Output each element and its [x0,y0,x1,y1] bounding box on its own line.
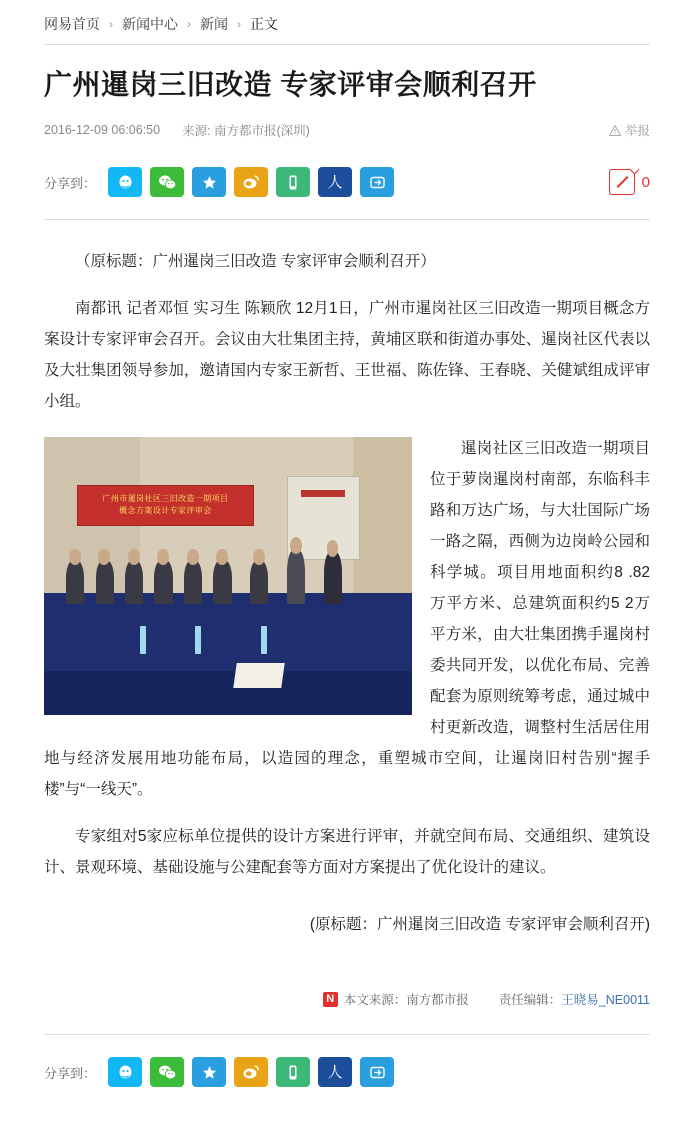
report-button[interactable] [609,121,650,139]
warning-triangle-icon [609,125,621,136]
qq-share-icon[interactable] [108,167,142,197]
netease-logo-icon: N [323,992,338,1007]
article-closing-title: (原标题：广州暹岗三旧改造 专家评审会顺利召开) [309,916,650,934]
original-title: （原标题：广州暹岗三旧改造 专家评审会顺利召开） [75,253,436,271]
qzone-share-icon[interactable] [192,167,226,197]
share-icon-list-bottom [108,1057,394,1087]
footer-editor-name: 王晓易_NE0011 [561,993,650,1008]
comment-entry[interactable] [609,169,650,195]
footer-source-text: 本文来源：南方都市报 [343,993,469,1008]
weibo-share-icon[interactable] [234,1057,268,1087]
share-label: 分享到： [44,175,97,191]
article-paragraph-2: 暹岗社区三旧改造一期项目位于萝岗暹岗村南部，东临科丰路和万达广场，与大壮国际广场一路之隔，西侧为边岗岭公园和科学城。项目用地面积约8 .82万平方米、总建筑面积约5 2万平方米，由大壮集团携手暹岗村委共同开发，以优化布局、完善配套为原则统筹考虑，通过城中村更新改造，调整村生活居住用地与经济发展用地功能布局，以造园的理念，重塑城市空间，让暹岗旧村告别“握手楼”与“一线天”。 [44,440,650,799]
article-paragraph-3: 专家组对5家应标单位提供的设计方案进行评审，并就空间布局、交通组织、建筑设计、景观环境、基础设施与公建配套等方面对方案提出了优化设计的建议。 [44,828,650,877]
share-bar-top [44,165,650,199]
breadcrumb-item-news[interactable]: 新闻 [200,16,228,32]
wechat-share-icon[interactable] [150,167,184,197]
footer-editor [499,990,650,1008]
article-figure [44,437,412,715]
article-paragraph-1: 南都讯 记者邓恒 实习生 陈颖欣 12月1日，广州市暹岗社区三旧改造一期项目概念方案设计专家评审会召开。会议由大壮集团主持，黄埔区联和街道办事处、暹岗社区代表以及大壮集团领导参加，邀请国内专家王新哲、王世福、陈佐锋、王春晓、关健斌组成评审小组。 [44,300,650,411]
breadcrumb-item-news-center[interactable]: 新闻中心 [122,16,178,32]
article-timestamp: 2016-12-09 06:06:50 [44,123,161,138]
breadcrumb-item-home[interactable]: 网易首页 [44,16,100,32]
article-source: 来源: 南方都市报(深圳) [182,124,310,139]
report-label: 举报 [624,124,650,139]
photo-banner [77,485,254,527]
more-share-icon[interactable] [360,1057,394,1087]
weibo-share-icon[interactable] [234,167,268,197]
yixin-share-icon[interactable] [276,167,310,197]
breadcrumb [0,0,694,44]
breadcrumb-item-current: 正文 [250,16,278,32]
breadcrumb-separator: › [109,17,113,31]
photo-banner-line-1: 广州市暹岗社区三旧改造一期项目 [102,494,229,504]
comment-pen-icon[interactable] [609,169,635,195]
qq-share-icon[interactable] [108,1057,142,1087]
share-label-bottom: 分享到： [44,1065,97,1081]
source-mark [323,990,469,1008]
breadcrumb-divider [44,44,650,45]
wechat-share-icon[interactable] [150,1057,184,1087]
photo-banner-line-2: 概念方案设计专家评审会 [119,506,212,516]
yixin-share-icon[interactable] [276,1057,310,1087]
qzone-share-icon[interactable] [192,1057,226,1087]
more-share-icon[interactable] [360,167,394,197]
share-bar-bottom [44,1057,650,1087]
article-meta [44,121,650,139]
article-body [44,220,650,956]
breadcrumb-separator: › [187,17,191,31]
footer-editor-label: 责任编辑： [498,993,562,1008]
breadcrumb-separator: › [237,17,241,31]
renren-share-icon[interactable]: 人 [318,1057,352,1087]
share-icon-list [108,167,394,197]
comment-count: 0 [641,173,650,191]
footer-divider [44,1034,650,1035]
article-footer [44,990,650,1008]
meeting-photo [44,437,412,715]
page-title: 广州暹岗三旧改造 专家评审会顺利召开 [44,69,537,100]
renren-share-icon[interactable]: 人 [318,167,352,197]
